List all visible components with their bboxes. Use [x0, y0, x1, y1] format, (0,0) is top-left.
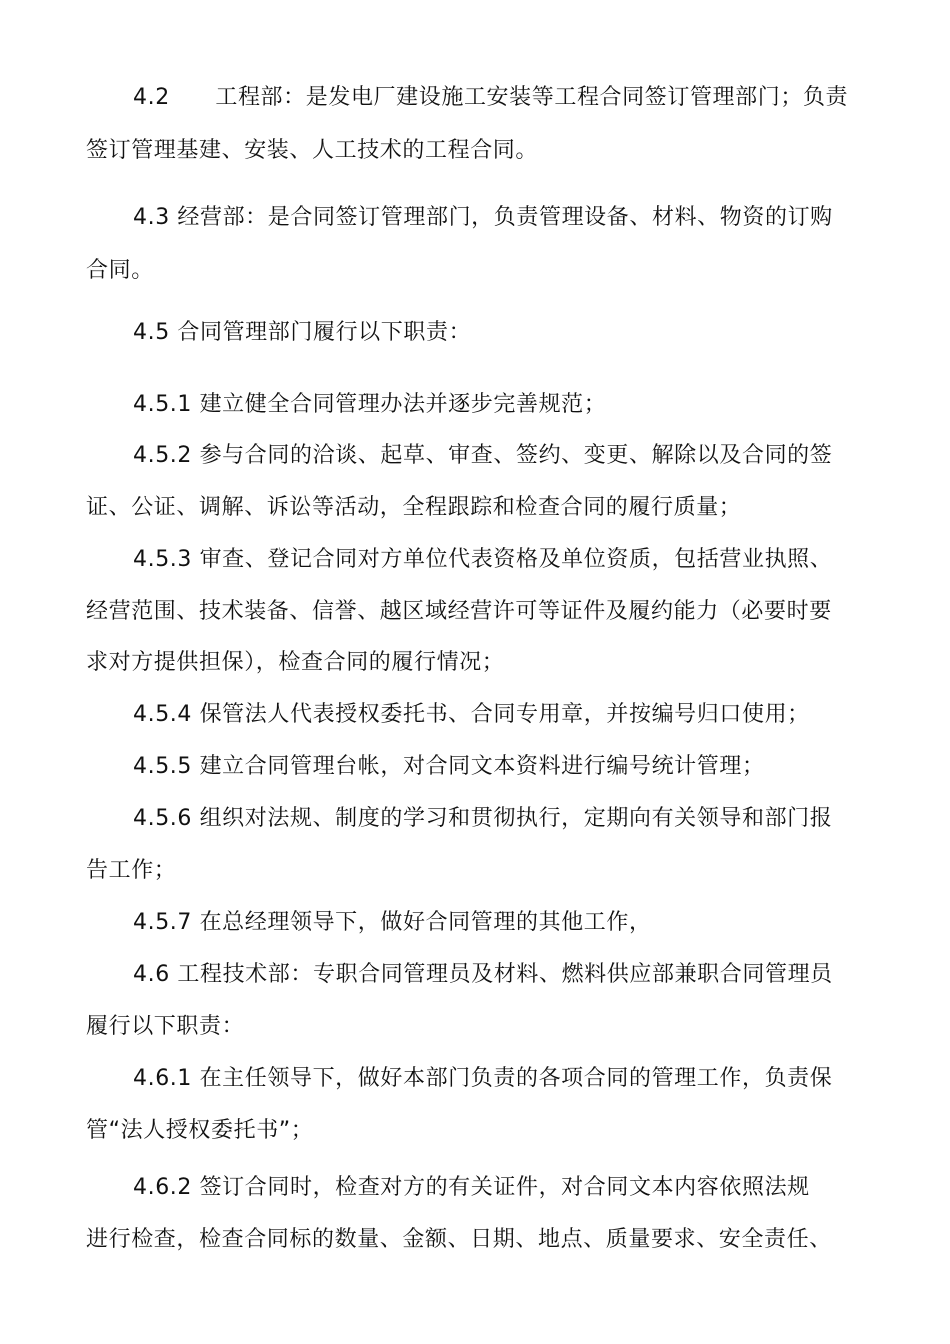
clause-4-6-1-line-2: 管“法人授权委托书”； — [86, 1118, 314, 1143]
clause-4-2-line-1: 4.2 工程部：是发电厂建设施工安装等工程合同签订管理部门；负责 — [133, 85, 849, 110]
clause-4-5-2-line-1: 4.5.2 参与合同的洽谈、起草、审查、签约、变更、解除以及合同的签 — [133, 443, 833, 468]
clause-4-3-line-1: 4.3 经营部：是合同签订管理部门，负责管理设备、材料、物资的订购 — [133, 205, 833, 230]
clause-4-5-3-line-1: 4.5.3 审查、登记合同对方单位代表资格及单位资质，包括营业执照、 — [133, 547, 833, 572]
clause-4-5-2-line-2: 证、公证、调解、诉讼等活动，全程跟踪和检查合同的履行质量； — [86, 495, 742, 520]
clause-4-5-6-line-2: 告工作； — [86, 858, 177, 883]
clause-4-6-line-1: 4.6 工程技术部：专职合同管理员及材料、燃料供应部兼职合同管理员 — [133, 962, 833, 987]
clause-4-5-5: 4.5.5 建立合同管理台帐，对合同文本资料进行编号统计管理； — [133, 754, 765, 779]
clause-4-3-line-2: 合同。 — [86, 258, 154, 283]
clause-4-6-2-line-1: 4.6.2 签订合同时，检查对方的有关证件，对合同文本内容依照法规 — [133, 1175, 810, 1200]
clause-4-6-line-2: 履行以下职责： — [86, 1014, 245, 1039]
clause-4-6-1-line-1: 4.6.1 在主任领导下，做好本部门负责的各项合同的管理工作，负责保 — [133, 1066, 833, 1091]
clause-4-6-2-line-2: 进行检查，检查合同标的数量、金额、日期、地点、质量要求、安全责任、 — [86, 1227, 832, 1252]
clause-4-5-7: 4.5.7 在总经理领导下，做好合同管理的其他工作， — [133, 910, 652, 935]
clause-4-5-3-line-2: 经营范围、技术装备、信誉、越区域经营许可等证件及履约能力（必要时要 — [86, 599, 832, 624]
clause-4-5-1: 4.5.1 建立健全合同管理办法并逐步完善规范； — [133, 392, 607, 417]
clause-4-5-heading: 4.5 合同管理部门履行以下职责： — [133, 320, 472, 345]
clause-4-5-4: 4.5.4 保管法人代表授权委托书、合同专用章，并按编号归口使用； — [133, 702, 810, 727]
clause-4-2-line-2: 签订管理基建、安装、人工技术的工程合同。 — [86, 138, 539, 163]
clause-4-5-3-line-3: 求对方提供担保），检查合同的履行情况； — [86, 650, 505, 675]
clause-4-5-6-line-1: 4.5.6 组织对法规、制度的学习和贯彻执行，定期向有关领导和部门报 — [133, 806, 833, 831]
